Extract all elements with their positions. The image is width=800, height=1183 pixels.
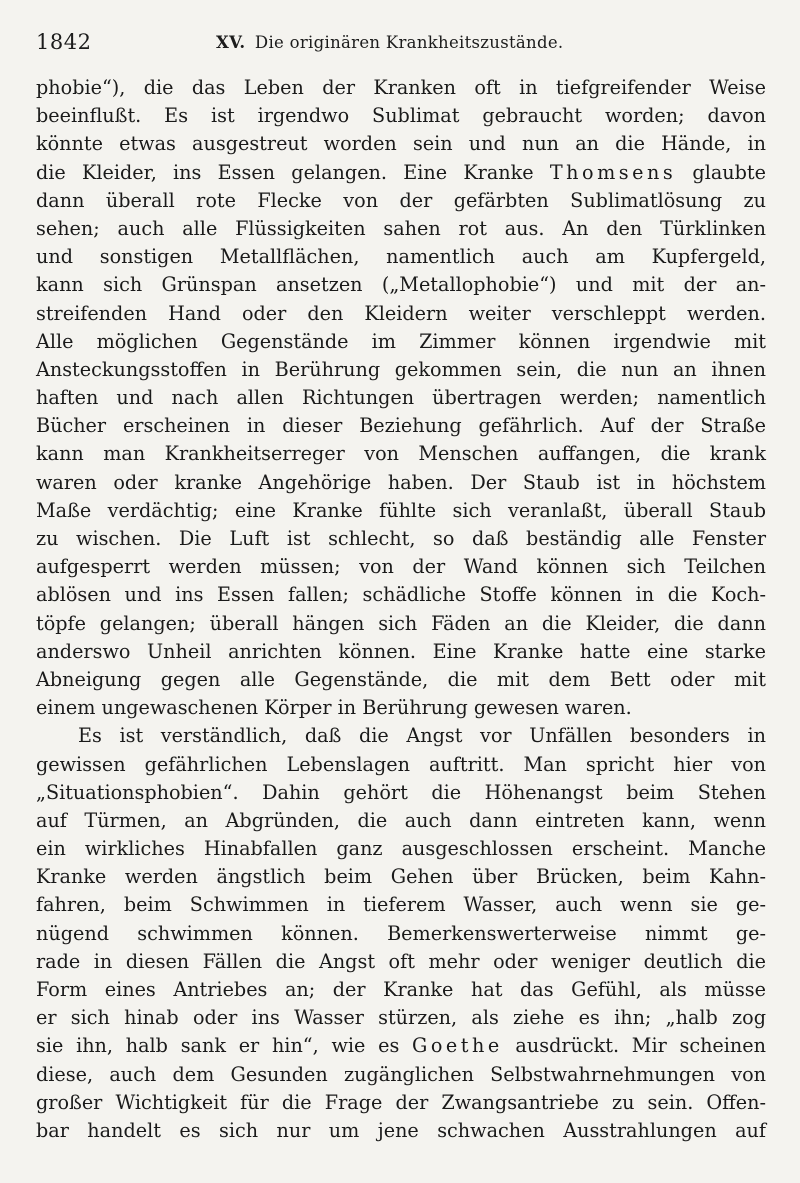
text-line: haften und nach allen Richtungen übertragen werden; namentlich [36,386,766,410]
text-line: rade in diesen Fällen die Angst oft mehr oder weniger deutlich die [36,949,766,973]
text-line: könnte etwas ausgestreut worden sein und nun an die Hände, in [36,132,766,156]
text-segment: die Kleider, ins Essen gelangen. Eine Kranke [36,160,550,184]
chapter-title-text: Die originären Krankheitszustände. [254,33,564,52]
page-number: 1842 [36,30,92,54]
text-line: fahren, beim Schwimmen in tieferem Wasser, auch wenn sie ge- [36,893,766,917]
text-line: aufgesperrt werden müssen; von der Wand können sich Teilchen [36,555,766,579]
text-line: gewissen gefährlichen Lebenslagen auftritt. Man spricht hier von [36,752,766,776]
text-line: „Situationsphobien“. Dahin gehört die Höhenangst beim Stehen [36,780,766,804]
running-head [36,30,766,60]
spaced-author-name: Thomsens [549,160,677,184]
text-line: nügend schwimmen können. Bemerkenswerterweise nimmt ge- [36,921,766,945]
text-line: Es ist verständlich, daß die Angst vor Unfällen besonders in [78,724,766,748]
text-line: ablösen und ins Essen fallen; schädliche Stoffe können in die Koch- [36,583,766,607]
text-line [36,159,766,187]
text-line: waren oder kranke Angehörige haben. Der Staub ist in höchstem [36,470,766,494]
text-line: kann sich Grünspan ansetzen („Metallophobie“) und mit der an- [36,273,766,297]
text-line: zu wischen. Die Luft ist schlecht, so daß beständig alle Fenster [36,527,766,550]
text-line: einem ungewaschenen Körper in Berührung gewesen waren. [36,696,632,720]
text-line [36,1032,766,1060]
text-line: Kranke werden ängstlich beim Gehen über Brücken, beim Kahn- [36,865,766,889]
text-line: Form eines Antriebes an; der Kranke hat das Gefühl, als müsse [36,978,766,1001]
chapter-roman: XV. [216,33,246,52]
body-text [36,74,766,1145]
text-line: ein wirkliches Hinabfallen ganz ausgeschlossen erscheint. Manche [36,837,766,861]
text-line: Alle möglichen Gegenstände im Zimmer können irgendwie mit [36,329,766,353]
text-line: und sonstigen Metallflächen, namentlich auch am Kupfergeld, [36,245,766,269]
text-line: diese, auch dem Gesunden zugänglichen Selbstwahrnehmungen von [36,1062,766,1086]
text-segment: glaubte [676,160,766,184]
text-line: großer Wichtigkeit für die Frage der Zwangsantriebe zu sein. Offen- [36,1090,766,1114]
text-segment: ausdrückt. Mir scheinen [502,1034,766,1058]
text-line: sehen; auch alle Flüssigkeiten sahen rot aus. An den Türklinken [36,216,766,240]
text-line: kann man Krankheitserreger von Menschen auffangen, die krank [36,442,766,466]
text-line: Ansteckungsstoffen in Berührung gekommen sein, die nun an ihnen [36,357,766,381]
text-line: dann überall rote Flecke von der gefärbten Sublimatlösung zu [36,188,766,212]
text-line: phobie“), die das Leben der Kranken oft in tiefgreifender Weise [36,76,766,99]
text-line: töpfe gelangen; überall hängen sich Fäden an die Kleider, die dann [36,611,766,635]
text-line: bar handelt es sich nur um jene schwachen Ausstrahlungen auf [36,1118,766,1142]
text-line: anderswo Unheil anrichten können. Eine Kranke hatte eine starke [36,639,766,663]
text-line: Maße verdächtig; eine Kranke fühlte sich veranlaßt, überall Staub [36,498,766,522]
text-line: er sich hinab oder ins Wasser stürzen, als ziehe es ihn; „halb zog [36,1006,766,1030]
text-line: Abneigung gegen alle Gegenstände, die mit dem Bett oder mit [36,667,766,691]
spaced-author-name: Goethe [412,1034,503,1058]
text-line: auf Türmen, an Abgründen, die auch dann eintreten kann, wenn [36,808,766,832]
text-line: beeinflußt. Es ist irgendwo Sublimat gebraucht worden; davon [36,104,766,128]
text-line: Bücher erscheinen in dieser Beziehung gefährlich. Auf der Straße [36,414,766,438]
chapter-title [216,33,563,52]
text-line: streifenden Hand oder den Kleidern weiter verschleppt werden. [36,301,766,325]
text-segment: sie ihn, halb sank er hin“, wie es [36,1034,413,1058]
